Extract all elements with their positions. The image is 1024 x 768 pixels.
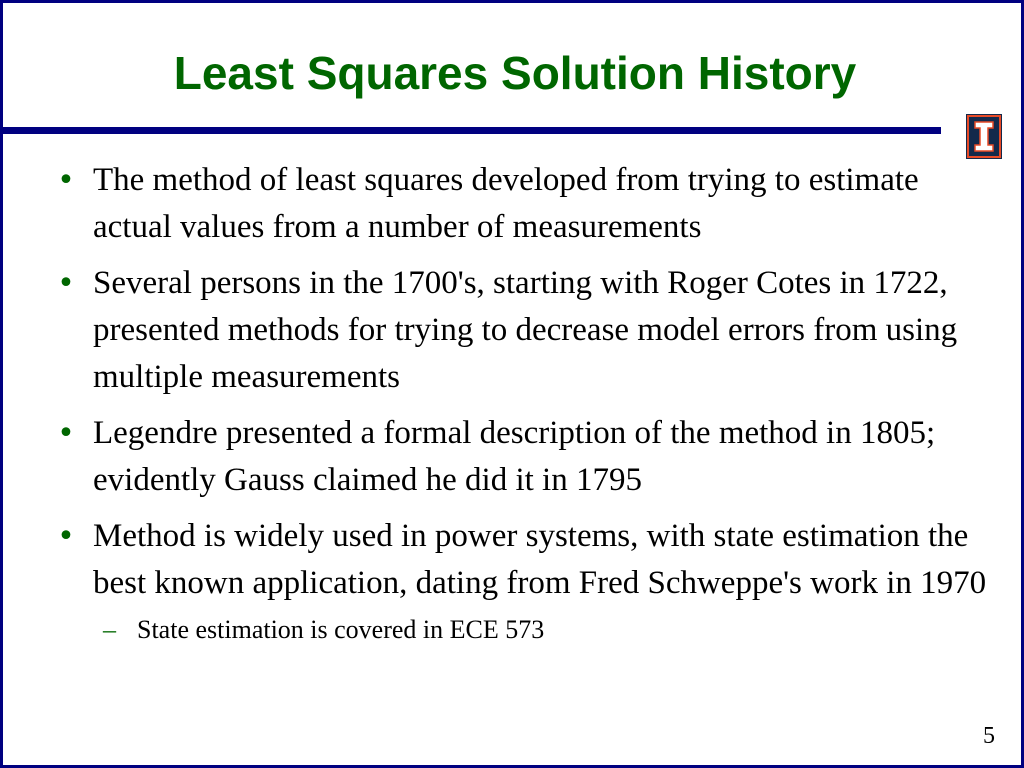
bullet-text: Method is widely used in power systems, with state estimation the best known application, dating from Fred Schweppe's work in 1970: [93, 518, 987, 601]
sub-bullet-marker: –: [103, 615, 116, 644]
illinois-block-i-icon: [967, 115, 1001, 158]
bullet-item: [55, 513, 1005, 607]
sub-bullet-text: State estimation is covered in ECE 573: [137, 615, 545, 644]
bullet-text: Legendre presented a formal description of the method in 1805; evidently Gauss claimed he did it in 1795: [93, 415, 936, 498]
bullet-text: The method of least squares developed from trying to estimate actual values from a number of measurements: [93, 162, 919, 245]
bullet-item: [55, 410, 1005, 504]
title-divider: [3, 127, 941, 134]
bullet-marker: •: [57, 519, 75, 554]
sub-bullet-item: [55, 612, 1005, 648]
page-number: 5: [983, 723, 995, 749]
slide-title: Least Squares Solution History: [173, 47, 857, 99]
illinois-block-i-shape: [969, 117, 999, 156]
bullet-marker: •: [57, 266, 75, 301]
bullet-marker: •: [57, 163, 75, 198]
bullet-item: [55, 260, 1005, 401]
bullet-item: [55, 157, 1005, 251]
bullet-list: [55, 157, 1005, 648]
bullet-text: Several persons in the 1700's, starting with Roger Cotes in 1722, presented methods for trying to decrease model errors from using multiple measurements: [93, 265, 958, 395]
bullet-marker: •: [57, 416, 75, 451]
